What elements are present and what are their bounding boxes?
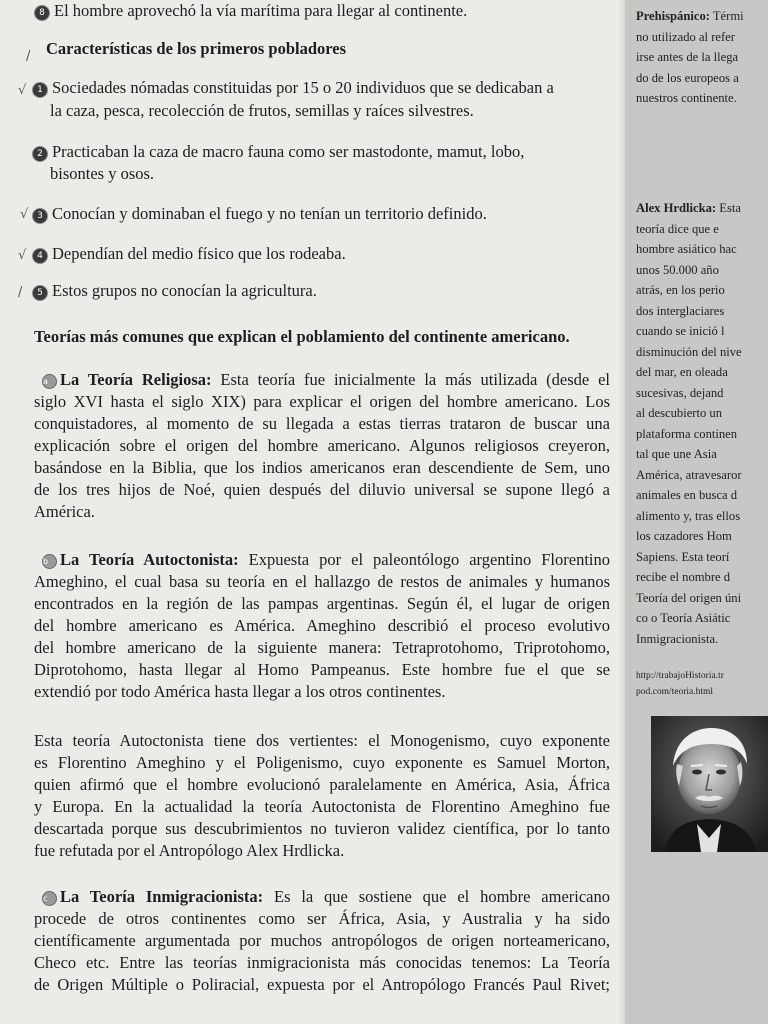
item-number-badge: 1 — [32, 82, 48, 98]
theory-heading: La Teoría Religiosa: — [60, 370, 212, 389]
glossary-text: Teoría del origen úni — [636, 590, 742, 605]
item-number-badge: 4 — [32, 248, 48, 264]
item-number-badge: 5 — [32, 285, 48, 301]
paragraph-line — [34, 549, 610, 571]
paragraph-line: explicación sobre el origen del hombre americano. Algunos religiosos creyeron, — [34, 436, 610, 455]
list-item-2 — [32, 141, 524, 163]
paragraph-line: siglo XVI hasta el siglo XIX) para explicar el origen del hombre americano. Los — [34, 392, 610, 411]
paragraph-line: de los tres hijos de Noé, quien después del diluvio universal se supone llegó a — [34, 480, 610, 499]
item-number-badge: 8 — [34, 5, 50, 21]
check-mark: √ — [18, 248, 27, 263]
list-item-text: Dependían del medio físico que los rodeaba. — [52, 244, 346, 263]
glossary-text: nuestros continente. — [636, 91, 737, 105]
section2-title: Teorías más comunes que explican el poblamiento del continente americano. — [34, 327, 570, 346]
glossary-text: América, atravesaror — [636, 467, 742, 482]
check-mark: √ — [18, 83, 27, 98]
letter-badge: a — [42, 374, 57, 389]
letter-badge: c — [42, 891, 57, 906]
glossary-text: los cazadores Hom — [636, 529, 732, 543]
teoria-autoctonista — [34, 549, 610, 703]
glossary-text: teoría dice que e — [636, 221, 719, 236]
list-item-1-cont: la caza, pesca, recolección de frutos, semillas y raíces silvestres. — [50, 101, 474, 120]
glossary-text: alimento y, tras ellos — [636, 508, 741, 523]
list-item-2-cont: bisontes y osos. — [50, 164, 155, 183]
glossary-text: hombre asiático hac — [636, 242, 737, 256]
glossary-text: sucesivas, dejand — [636, 385, 724, 400]
glossary-text: recibe el nombre d — [636, 570, 731, 584]
paragraph-line — [34, 886, 610, 908]
glossary-text: atrás, en los perio — [636, 283, 725, 297]
glossary-text: Esta — [716, 201, 741, 215]
paragraph-line: Ameghino, el cual basa su teoría en el hallazgo de restos de animales y humanos — [34, 572, 610, 591]
paragraph-line: fue refutada por el Antropólogo Alex Hrdlicka. — [34, 841, 345, 860]
section1-title: Características de los primeros pobladores — [46, 39, 347, 58]
glossary-text: cuando se inició l — [636, 324, 725, 338]
glossary-text: co o Teoría Asiátic — [636, 611, 731, 625]
paragraph-line: procede de otros continentes como ser África, Asia, y Australia y ha sido — [34, 909, 610, 928]
pen-mark: / — [18, 285, 23, 300]
paragraph-line: quien afirmó que el hombre evolucionó paralelamente en América, Asia, África — [34, 775, 610, 794]
item-number-badge: 2 — [32, 146, 48, 162]
paragraph-line — [34, 369, 610, 391]
paragraph-text: Expuesta por el paleontólogo argentino Florentino — [238, 550, 610, 569]
glossary-term: Prehispánico: — [636, 9, 710, 23]
paragraph-line: Checo etc. Entre las teorías inmigracionista más conocidas tenemos: La Teoría — [34, 953, 610, 972]
paragraph-line: encontrados en la región de las pampas argentinas. Según él, el lugar de origen — [34, 594, 610, 613]
paragraph-line: es Florentino Ameghino y el Poligenismo, cuyo exponente es Samuel Morton, — [34, 753, 610, 772]
url-line: http://trabajoHistoria.tr — [636, 671, 724, 681]
list-item-text: Estos grupos no conocían la agricultura. — [52, 281, 317, 300]
list-item-text: Sociedades nómadas constituidas por 15 o 20 individuos que se dedicaban a — [52, 78, 554, 97]
paragraph-line: América. — [34, 502, 95, 521]
top-item — [34, 0, 467, 22]
portrait-image — [651, 716, 768, 852]
teoria-religiosa — [34, 369, 610, 523]
paragraph-line: científicamente argumentada por muchos antropólogos de origen norteamericano, — [34, 931, 610, 950]
list-item-text: Conocían y dominaban el fuego y no tenían un territorio definido. — [52, 204, 487, 223]
item-number-badge: 3 — [32, 208, 48, 224]
letter-badge: b — [42, 554, 57, 569]
glossary-text: Inmigracionista. — [636, 631, 719, 646]
glossary-text: unos 50.000 año — [636, 262, 719, 277]
glossary-text: dos interglaciares — [636, 303, 725, 318]
url-line: pod.com/teoria.html — [636, 687, 714, 697]
paragraph-text: Es la que sostiene que el hombre americano — [263, 887, 611, 906]
paragraph-line: descartada porque sus descubrimientos no tuvieron validez científica, por lo tanto — [34, 819, 610, 838]
glossary-term: Alex Hrdlicka: — [636, 201, 717, 215]
list-item-5 — [32, 280, 317, 302]
paragraph-line: del hombre americano es América. Ameghino describió el proceso evolutivo — [34, 616, 610, 635]
paragraph-line: extendió por todo América hasta llegar a los otros continentes. — [34, 682, 446, 701]
paragraph-line: conquistadores, al momento de su llegada a estas tierras trataron de buscar una — [34, 414, 610, 433]
glossary-text: Sapiens. Esta teorí — [636, 549, 730, 564]
teoria-inmigracionista — [34, 886, 610, 996]
source-url — [636, 668, 724, 700]
glossary-text: irse antes de la llega — [636, 50, 739, 64]
paragraph-line: basándose en la Biblia, que los indios americanos eran descendiente de Sem, uno — [34, 458, 610, 477]
pen-mark: / — [26, 49, 31, 64]
glossary-text: no utilizado al refer — [636, 29, 735, 44]
top-item-text: El hombre aprovechó la vía marítima para llegar al continente. — [54, 1, 468, 20]
theory-heading: La Teoría Autoctonista: — [60, 550, 239, 569]
glossary-text: animales en busca d — [636, 488, 738, 502]
glossary-text: del mar, en oleada — [636, 365, 728, 379]
theory-heading: La Teoría Inmigracionista: — [60, 887, 264, 906]
paragraph-line: Esta teoría Autoctonista tiene dos vertientes: el Monogenismo, cuyo exponente — [34, 731, 610, 750]
paragraph-line: y Europa. En la actualidad la teoría Autoctonista de Florentino Ameghino fue — [34, 797, 610, 816]
paragraph-line: del hombre americano de la siguiente manera: Tetraprotohomo, Triprotohomo, — [34, 638, 610, 657]
glossary-text: Térmi — [709, 9, 744, 23]
check-mark: √ — [20, 207, 29, 222]
sidebar-prehispanico — [636, 6, 744, 109]
glossary-text: do de los europeos a — [636, 70, 739, 85]
list-item-4 — [32, 243, 346, 265]
paragraph-text: Esta teoría fue inicialmente la más utilizada (desde el — [211, 370, 610, 389]
glossary-text: disminución del nive — [636, 344, 742, 359]
autoctonista-vertientes — [34, 730, 610, 862]
list-item-text: Practicaban la caza de macro fauna como ser mastodonte, mamut, lobo, — [52, 142, 525, 161]
paragraph-line: Diprotohomo, hasta llegar al Homo Pampeanus. Este hombre fue el que se — [34, 660, 610, 679]
glossary-text: tal que une Asia — [636, 447, 717, 461]
hrdlicka-portrait — [651, 716, 768, 852]
glossary-text: plataforma continen — [636, 426, 738, 441]
sidebar-hrdlicka — [636, 198, 742, 649]
list-item-3 — [32, 203, 487, 225]
glossary-text: al descubierto un — [636, 406, 723, 420]
list-item-1 — [32, 77, 554, 99]
paragraph-line: de Origen Múltiple o Poliracial, expuesta por el Antropólogo Francés Paul Rivet; — [34, 975, 610, 994]
